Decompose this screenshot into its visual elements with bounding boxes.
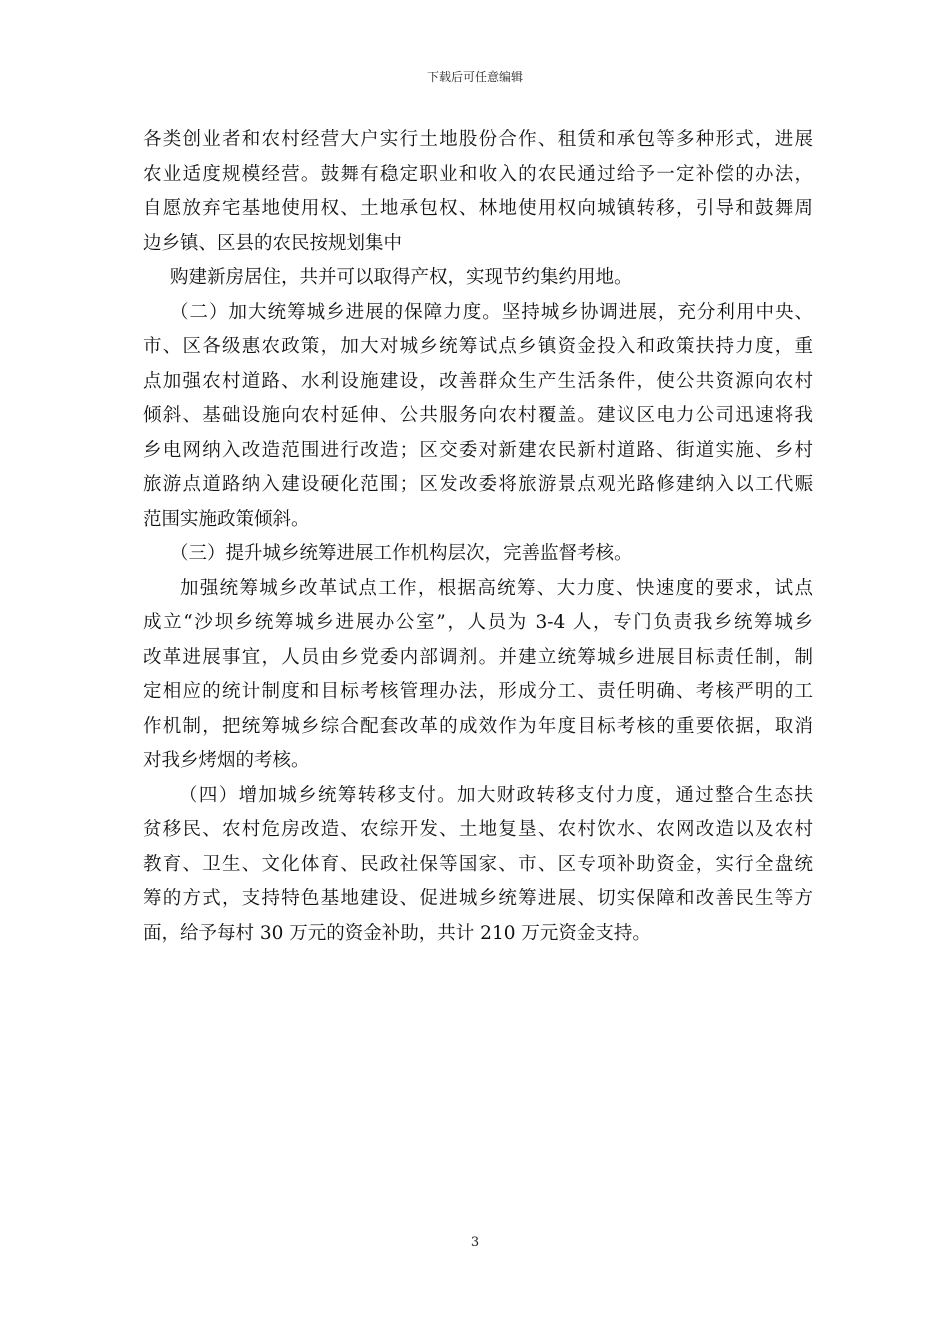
text-line: 加强统筹城乡改革试点工作，根据高统筹、大力度、快速度的要求，试点 (180, 577, 813, 599)
text-line: 改革进展事宜，人员由乡党委内部调剂。并建立统筹城乡进展目标责任制，制 (143, 646, 813, 668)
text-line: 筹的方式，支持特色基地建设、促进城乡统筹进展、切实保障和改善民生等方 (143, 888, 813, 909)
text-line: 各类创业者和农村经营大户实行土地股份合作、租赁和承包等多种形式，进展 (143, 129, 813, 150)
paragraph (143, 296, 813, 538)
text-line: （二）加大统筹城乡进展的保障力度。坚持城乡协调进展，充分利用中央、 (170, 301, 813, 323)
text-line: 教育、卫生、文化体育、民政社保等国家、市、区专项补助资金，实行全盘统 (143, 853, 813, 875)
text-line: （四）增加城乡统筹转移支付。加大财政转移支付力度，通过整合生态扶 (179, 784, 813, 806)
paragraph (143, 261, 813, 296)
text-line: 市、区各级惠农政策，加大对城乡统筹试点乡镇资金投入和政策扶持力度，重 (143, 336, 813, 357)
page-header: 下载后可任意编辑 (426, 70, 523, 84)
text-line: 乡电网纳入改造范围进行改造；区交委对新建农民新村道路、街道实施、乡村 (143, 439, 813, 461)
text-line: 点加强农村道路、水利设施建设，改善群众生产生活条件，使公共资源向农村 (143, 370, 813, 392)
text-line: 成立“沙坝乡统筹城乡进展办公室”，人员为 3-4 人，专门负责我乡统筹城乡 (143, 612, 813, 633)
page-number: 3 (470, 1235, 480, 1250)
text-line: 旅游点道路纳入建设硬化范围；区发改委将旅游景点观光路修建纳入以工代赈 (143, 474, 813, 495)
text-line: 农业适度规模经营。鼓舞有稳定职业和收入的农民通过给予一定补偿的办法， (143, 163, 813, 185)
paragraph (143, 123, 813, 261)
text-line: 倾斜、基础设施向农村延伸、公共服务向农村覆盖。建议区电力公司迅速将我 (143, 405, 813, 426)
paragraph (143, 779, 813, 952)
text-line: 对我乡烤烟的考核。 (143, 750, 310, 771)
document-body (143, 123, 813, 951)
paragraph (143, 537, 813, 572)
paragraph (143, 572, 813, 779)
text-line: 边乡镇、区县的农民按规划集中 (143, 232, 403, 254)
text-line: （三）提升城乡统筹进展工作机构层次，完善监督考核。 (170, 543, 633, 564)
text-line: 贫移民、农村危房改造、农综开发、土地复垦、农村饮水、农网改造以及农村 (143, 819, 813, 840)
text-line: 定相应的统计制度和目标考核管理办法，形成分工、责任明确、考核严明的工 (143, 681, 813, 702)
text-line: 自愿放弃宅基地使用权、土地承包权、林地使用权向城镇转移，引导和鼓舞周 (143, 198, 813, 219)
text-line: 作机制，把统筹城乡综合配套改革的成效作为年度目标考核的重要依据，取消 (143, 715, 813, 737)
text-line: 面，给予每村 30 万元的资金补助，共计 210 万元资金支持。 (143, 922, 651, 944)
text-line: 购建新房居住，共并可以取得产权，实现节约集约用地。 (170, 267, 633, 288)
text-line: 范围实施政策倾斜。 (143, 508, 310, 530)
